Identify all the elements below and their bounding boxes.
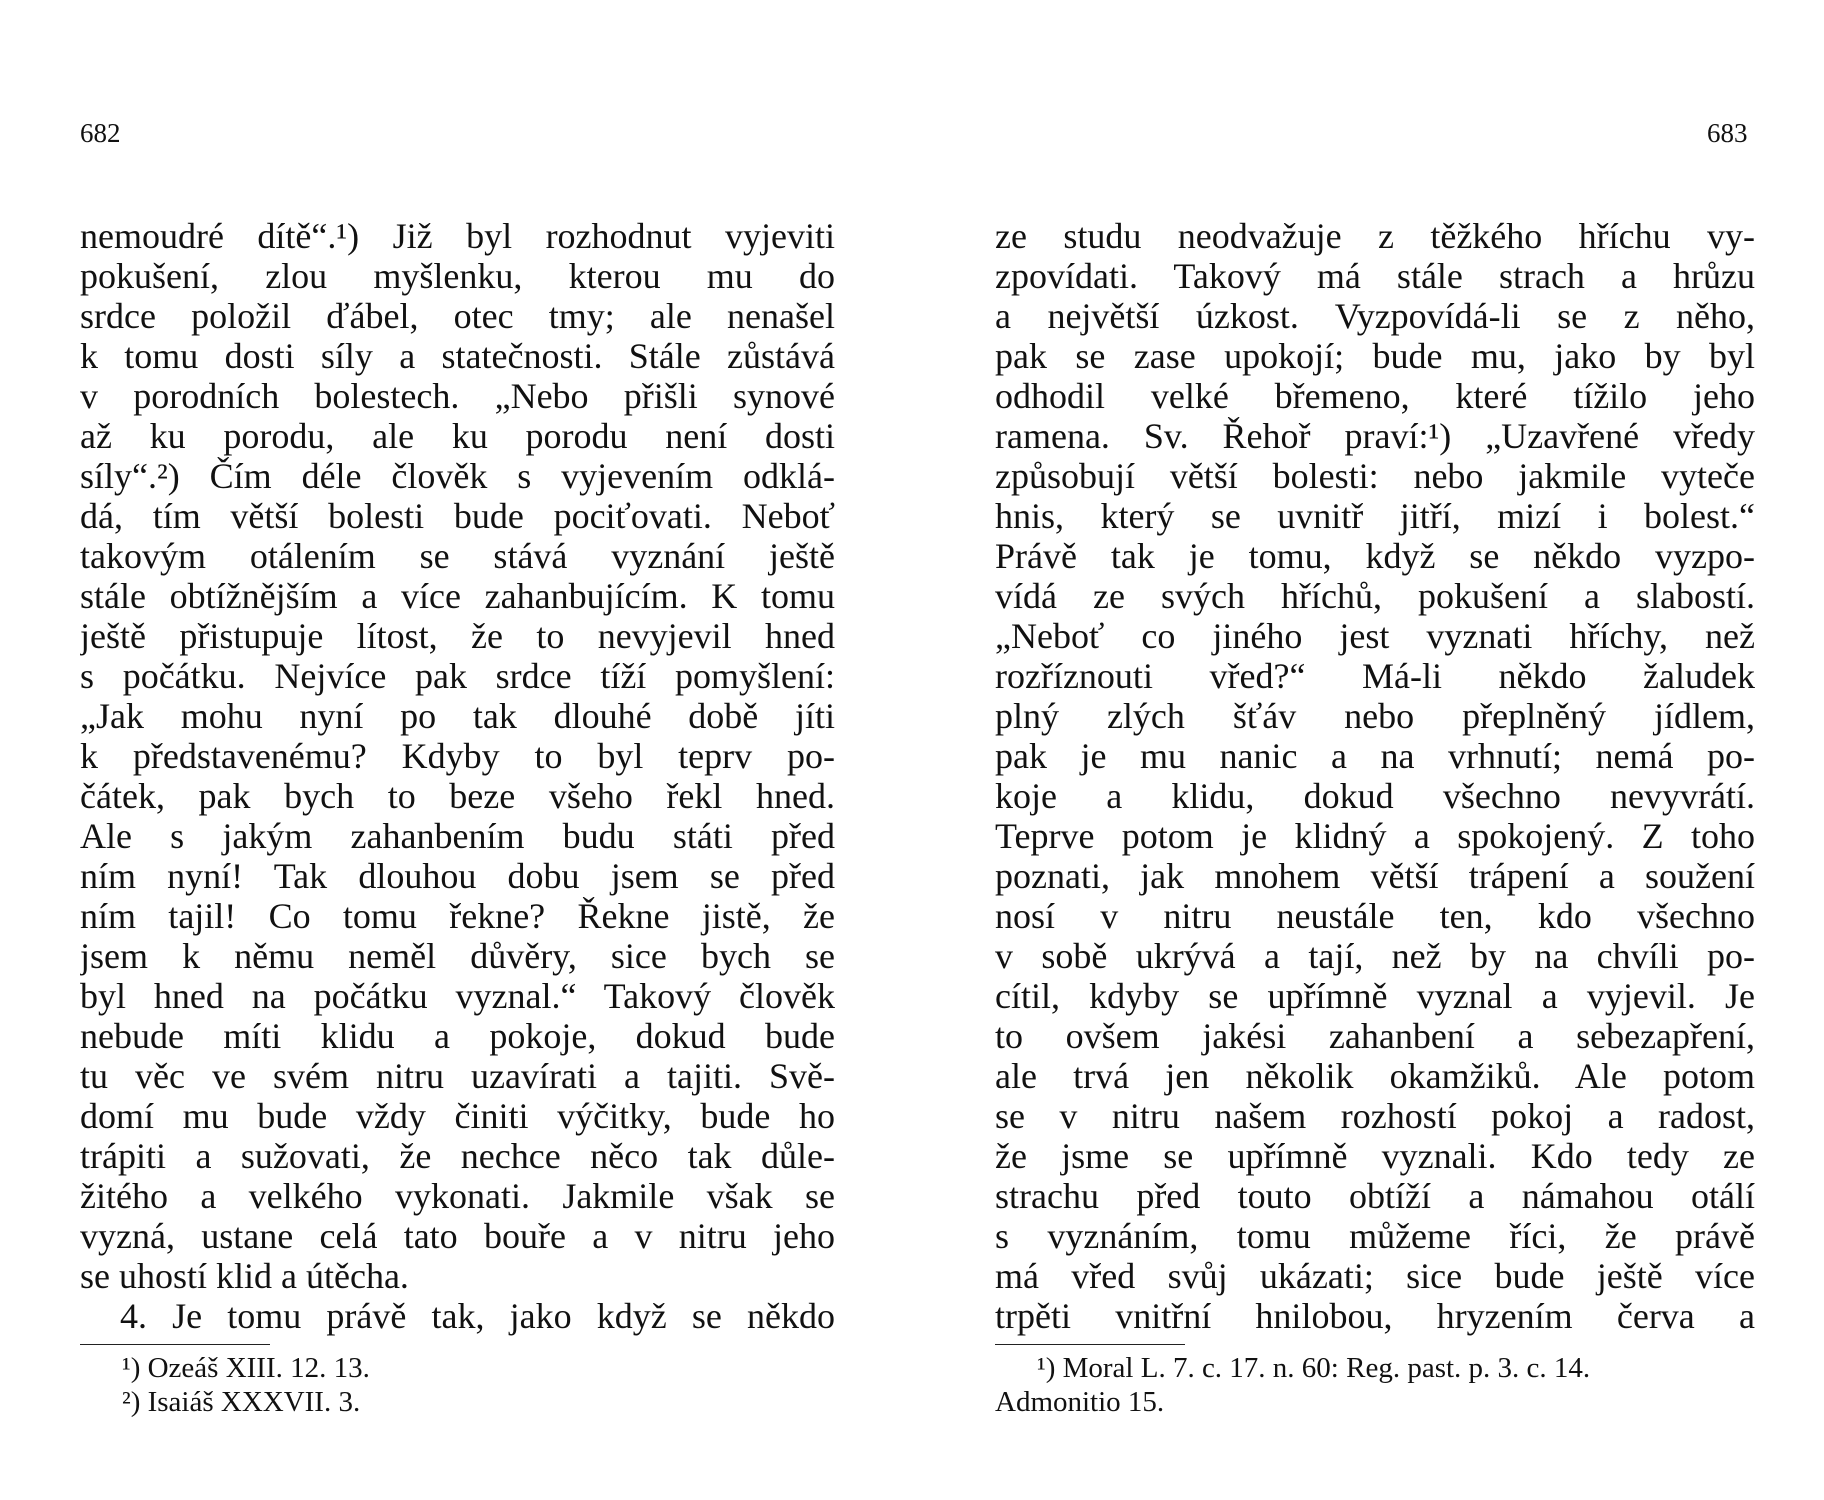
text-line: Právě tak je tomu, když se někdo vyzpo-: [995, 536, 1755, 576]
footnote-rule: [995, 1344, 1185, 1345]
text-line: s vyznáním, tomu můžeme říci, že právě: [995, 1216, 1755, 1256]
text-line: srdce položil ďábel, otec tmy; ale nenašel: [80, 296, 835, 336]
text-line: v porodních bolestech. „Nebo přišli synové: [80, 376, 835, 416]
text-line: hnis, který se uvnitř jitří, mizí i bolest.“: [995, 496, 1755, 536]
text-line: ramena. Sv. Řehoř praví:¹) „Uzavřené vředy: [995, 416, 1755, 456]
footnote: ²) Isaiáš XXXVII. 3.: [122, 1386, 361, 1418]
text-line: trpěti vnitřní hnilobou, hryzením červa a: [995, 1296, 1755, 1336]
footnote-rule: [80, 1344, 270, 1345]
text-line: pokušení, zlou myšlenku, kterou mu do: [80, 256, 835, 296]
text-line: ním nyní! Tak dlouhou dobu jsem se před: [80, 856, 835, 896]
text-line: trápiti a sužovati, že nechce něco tak důle-: [80, 1136, 835, 1176]
text-line: se uhostí klid a útěcha.: [80, 1256, 409, 1296]
text-line: až ku porodu, ale ku porodu není dosti: [80, 416, 835, 456]
text-line: pak se zase upokojí; bude mu, jako by byl: [995, 336, 1755, 376]
text-line: vídá ze svých hříchů, pokušení a slabostí.: [995, 576, 1755, 616]
text-line: 4. Je tomu právě tak, jako když se někdo: [120, 1296, 835, 1336]
footnote: Admonitio 15.: [995, 1386, 1165, 1418]
text-line: cítil, kdyby se upřímně vyznal a vyjevil. Je: [995, 976, 1755, 1016]
text-line: ještě přistupuje lítost, že to nevyjevil hned: [80, 616, 835, 656]
text-line: nemoudré dítě“.¹) Již byl rozhodnut vyjeviti: [80, 216, 835, 256]
text-line: strachu před touto obtíží a námahou otálí: [995, 1176, 1755, 1216]
text-line: má vřed svůj ukázati; sice bude ještě více: [995, 1256, 1755, 1296]
text-line: ním tajil! Co tomu řekne? Řekne jistě, že: [80, 896, 835, 936]
text-line: zpovídati. Takový má stále strach a hrůzu: [995, 256, 1755, 296]
text-line: domí mu bude vždy činiti výčitky, bude ho: [80, 1096, 835, 1136]
text-line: stále obtížnějším a více zahanbujícím. K tomu: [80, 576, 835, 616]
text-line: poznati, jak mnohem větší trápení a soužení: [995, 856, 1755, 896]
text-line: žitého a velkého vykonati. Jakmile však se: [80, 1176, 835, 1216]
page-number-left: 682: [80, 118, 121, 148]
text-line: nosí v nitru neustále ten, kdo všechno: [995, 896, 1755, 936]
text-line: Teprve potom je klidný a spokojený. Z toho: [995, 816, 1755, 856]
text-line: vyzná, ustane celá tato bouře a v nitru jeho: [80, 1216, 835, 1256]
text-line: pak je mu nanic a na vrhnutí; nemá po-: [995, 736, 1755, 776]
right-page-text: [995, 216, 1755, 1419]
text-line: a největší úzkost. Vyzpovídá-li se z něho,: [995, 296, 1755, 336]
text-line: to ovšem jakési zahanbení a sebezapření,: [995, 1016, 1755, 1056]
text-line: jsem k němu neměl důvěry, sice bych se: [80, 936, 835, 976]
text-line: nebude míti klidu a pokoje, dokud bude: [80, 1016, 835, 1056]
text-line: koje a klidu, dokud všechno nevyvrátí.: [995, 776, 1755, 816]
page-number-right: 683: [1707, 118, 1748, 148]
text-line: k tomu dosti síly a statečnosti. Stále zůstává: [80, 336, 835, 376]
text-line: způsobují větší bolesti: nebo jakmile vyteče: [995, 456, 1755, 496]
text-line: dá, tím větší bolesti bude pociťovati. Neboť: [80, 496, 835, 536]
text-line: plný zlých šťáv nebo přeplněný jídlem,: [995, 696, 1755, 736]
text-line: „Neboť co jiného jest vyznati hříchy, než: [995, 616, 1755, 656]
text-line: „Jak mohu nyní po tak dlouhé době jíti: [80, 696, 835, 736]
text-line: se v nitru našem rozhostí pokoj a radost,: [995, 1096, 1755, 1136]
left-page-text: [80, 216, 835, 1419]
text-line: odhodil velké břemeno, které tížilo jeho: [995, 376, 1755, 416]
text-line: že jsme se upřímně vyznali. Kdo tedy ze: [995, 1136, 1755, 1176]
text-line: k představenému? Kdyby to byl teprv po-: [80, 736, 835, 776]
text-line: síly“.²) Čím déle člověk s vyjevením odklá-: [80, 456, 835, 496]
text-line: s počátku. Nejvíce pak srdce tíží pomyšlení:: [80, 656, 835, 696]
text-line: byl hned na počátku vyznal.“ Takový člověk: [80, 976, 835, 1016]
text-line: Ale s jakým zahanbením budu státi před: [80, 816, 835, 856]
text-line: takovým otálením se stává vyznání ještě: [80, 536, 835, 576]
footnote: ¹) Moral L. 7. c. 17. n. 60: Reg. past. p. 3. c. 14.: [1037, 1352, 1591, 1384]
text-line: ale trvá jen několik okamžiků. Ale potom: [995, 1056, 1755, 1096]
text-line: ze studu neodvažuje z těžkého hříchu vy-: [995, 216, 1755, 256]
text-line: čátek, pak bych to beze všeho řekl hned.: [80, 776, 835, 816]
text-line: tu věc ve svém nitru uzavírati a tajiti. Svě-: [80, 1056, 835, 1096]
text-line: v sobě ukrývá a tají, než by na chvíli po-: [995, 936, 1755, 976]
footnote: ¹) Ozeáš XIII. 12. 13.: [122, 1352, 370, 1384]
text-line: rozříznouti vřed?“ Má-li někdo žaludek: [995, 656, 1755, 696]
